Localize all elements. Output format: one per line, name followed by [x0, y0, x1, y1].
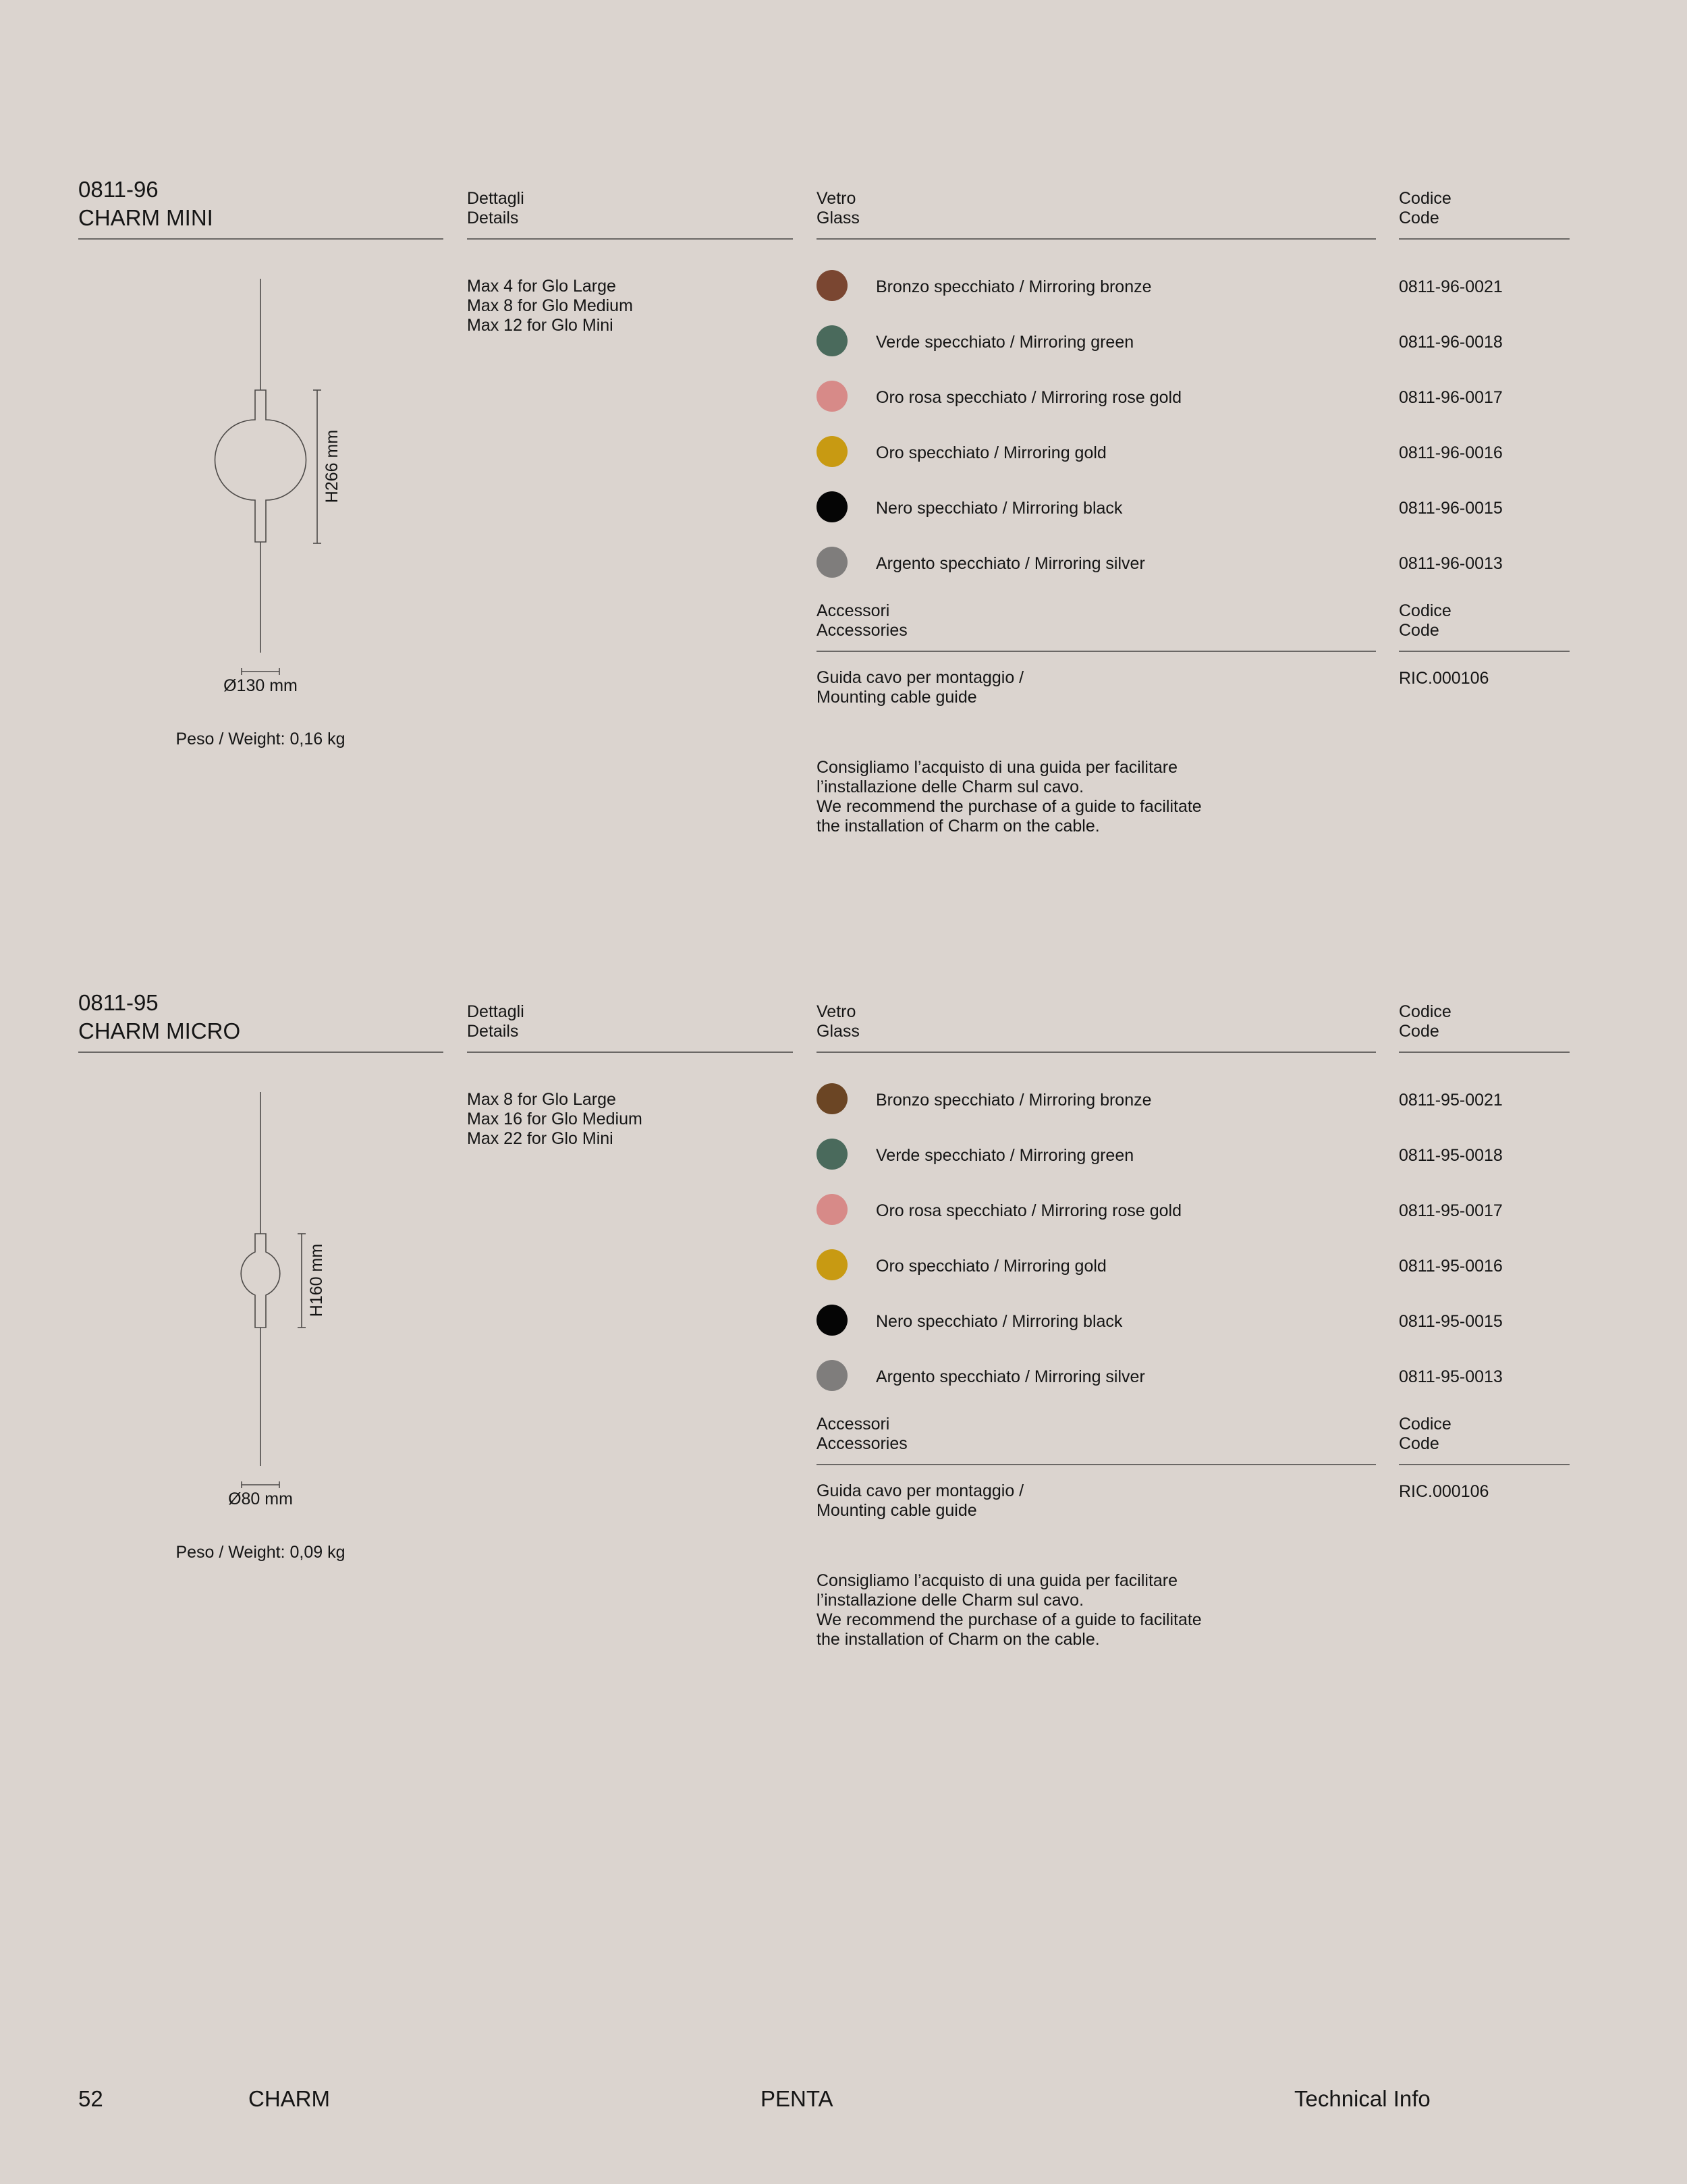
glass-swatch-green	[817, 1139, 848, 1170]
glass-code: 0811-96-0021	[1399, 277, 1503, 296]
product-drawing	[0, 989, 472, 1731]
installation-note: Consigliamo l’acquisto di una guida per facilitare l’installazione delle Charm sul cavo. We recommend the purchase of a guide to facilitate the installation of Charm on the cable.	[817, 758, 1202, 836]
glass-code: 0811-95-0017	[1399, 1201, 1503, 1220]
glass-swatch-black	[817, 491, 848, 522]
glass-name: Nero specchiato / Mirroring black	[876, 1312, 1123, 1331]
glass-code: 0811-96-0016	[1399, 443, 1503, 462]
glass-swatch-bronze	[817, 1083, 848, 1114]
glass-swatch-rose-gold	[817, 1194, 848, 1225]
product-name: CHARM MINI	[78, 205, 213, 230]
glass-swatch-bronze	[817, 270, 848, 301]
accessory-description: Guida cavo per montaggio / Mounting cable guide	[817, 668, 1024, 707]
glass-code: 0811-96-0018	[1399, 333, 1503, 352]
footer-chapter: Technical Info	[1294, 2086, 1431, 2111]
height-dimension-label: H266 mm	[323, 429, 341, 503]
diameter-dimension-label: Ø80 mm	[228, 1490, 293, 1508]
glass-code: 0811-95-0021	[1399, 1091, 1503, 1110]
product-section-charm-micro	[0, 989, 1687, 1758]
product-code: 0811-95	[78, 990, 159, 1015]
product-code: 0811-96	[78, 177, 159, 202]
accessory-code: RIC.000106	[1399, 669, 1489, 688]
glass-swatch-silver	[817, 547, 848, 578]
installation-note: Consigliamo l’acquisto di una guida per facilitare l’installazione delle Charm sul cavo. We recommend the purchase of a guide to facilitate the installation of Charm on the cable.	[817, 1571, 1202, 1649]
weight-label: Peso / Weight: 0,09 kg	[175, 1543, 345, 1562]
glass-swatch-gold	[817, 436, 848, 467]
accessories-rule	[817, 651, 1376, 652]
footer-brand: PENTA	[760, 2086, 833, 2111]
glass-header: Vetro Glass	[817, 1002, 860, 1041]
accessory-code: RIC.000106	[1399, 1482, 1489, 1501]
glass-header: Vetro Glass	[817, 189, 860, 227]
glass-name: Verde specchiato / Mirroring green	[876, 1146, 1134, 1165]
glass-name: Oro rosa specchiato / Mirroring rose gold	[876, 1201, 1182, 1220]
diameter-dimension-label: Ø130 mm	[223, 676, 298, 695]
product-name: CHARM MICRO	[78, 1018, 241, 1043]
details-list: Max 4 for Glo Large Max 8 for Glo Medium Max 12 for Glo Mini	[467, 277, 633, 335]
details-list: Max 8 for Glo Large Max 16 for Glo Medium Max 22 for Glo Mini	[467, 1090, 642, 1148]
accessory-description: Guida cavo per montaggio / Mounting cable guide	[817, 1481, 1024, 1520]
accessories-header: Accessori Accessories	[817, 601, 908, 640]
product-drawing	[0, 175, 472, 918]
details-rule	[467, 1052, 793, 1053]
glass-swatch-silver	[817, 1360, 848, 1391]
glass-rule	[817, 1052, 1376, 1053]
page-number: 52	[78, 2086, 103, 2111]
glass-rule	[817, 238, 1376, 240]
height-dimension-label: H160 mm	[307, 1243, 326, 1317]
glass-name: Oro rosa specchiato / Mirroring rose gold	[876, 388, 1182, 407]
glass-name: Bronzo specchiato / Mirroring bronze	[876, 277, 1152, 296]
accessories-code-rule	[1399, 651, 1570, 652]
accessories-code-header: Codice Code	[1399, 1415, 1451, 1453]
details-header: Dettagli Details	[467, 1002, 524, 1041]
glass-code: 0811-95-0015	[1399, 1312, 1503, 1331]
glass-name: Nero specchiato / Mirroring black	[876, 499, 1123, 518]
accessories-rule	[817, 1464, 1376, 1465]
glass-name: Argento specchiato / Mirroring silver	[876, 1367, 1145, 1386]
glass-name: Argento specchiato / Mirroring silver	[876, 554, 1145, 573]
glass-name: Verde specchiato / Mirroring green	[876, 333, 1134, 352]
code-rule	[1399, 1052, 1570, 1053]
glass-swatch-green	[817, 325, 848, 356]
glass-swatch-black	[817, 1305, 848, 1336]
glass-swatch-rose-gold	[817, 381, 848, 412]
weight-label: Peso / Weight: 0,16 kg	[175, 730, 345, 748]
accessories-code-header: Codice Code	[1399, 601, 1451, 640]
footer-section: CHARM	[248, 2086, 330, 2111]
glass-code: 0811-95-0018	[1399, 1146, 1503, 1165]
glass-code: 0811-95-0016	[1399, 1257, 1503, 1276]
glass-code: 0811-96-0015	[1399, 499, 1503, 518]
details-header: Dettagli Details	[467, 189, 524, 227]
glass-code: 0811-96-0017	[1399, 388, 1503, 407]
glass-name: Bronzo specchiato / Mirroring bronze	[876, 1091, 1152, 1110]
code-header: Codice Code	[1399, 189, 1451, 227]
glass-name: Oro specchiato / Mirroring gold	[876, 1257, 1107, 1276]
glass-name: Oro specchiato / Mirroring gold	[876, 443, 1107, 462]
glass-swatch-gold	[817, 1249, 848, 1280]
accessories-header: Accessori Accessories	[817, 1415, 908, 1453]
code-rule	[1399, 238, 1570, 240]
glass-code: 0811-95-0013	[1399, 1367, 1503, 1386]
glass-code: 0811-96-0013	[1399, 554, 1503, 573]
product-section-charm-mini	[0, 175, 1687, 945]
code-header: Codice Code	[1399, 1002, 1451, 1041]
details-rule	[467, 238, 793, 240]
accessories-code-rule	[1399, 1464, 1570, 1465]
